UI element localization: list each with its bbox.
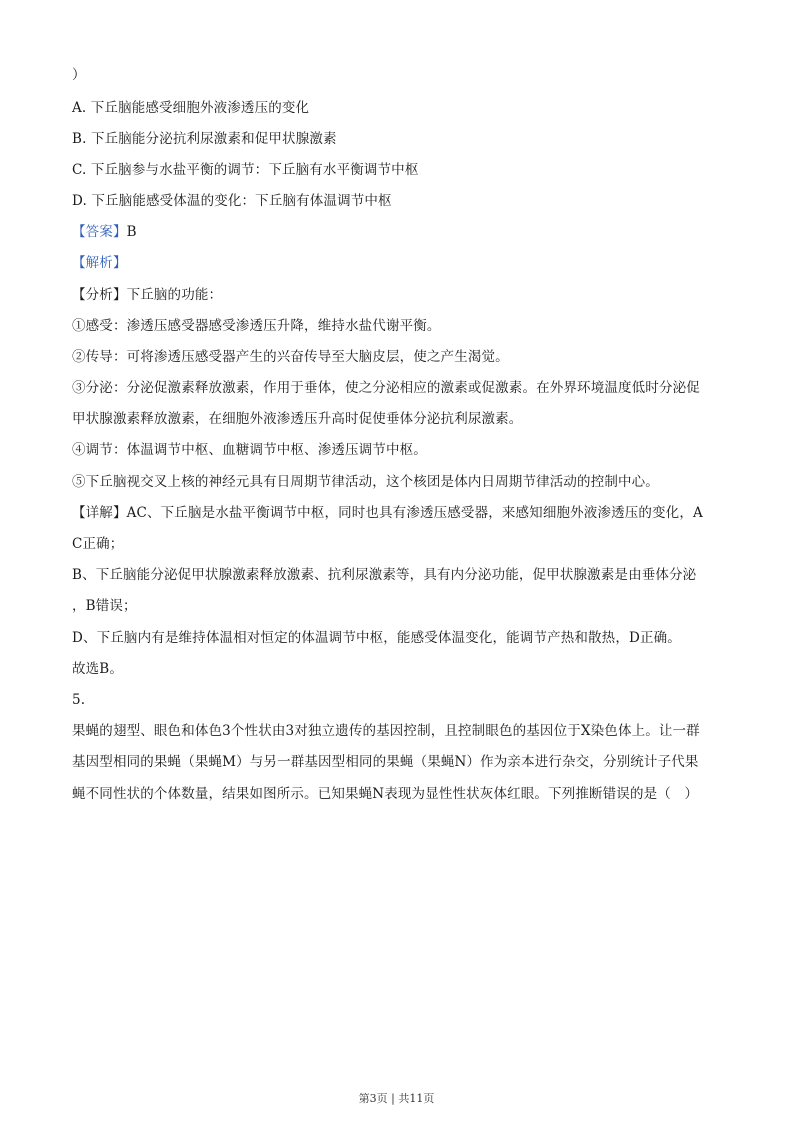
detail-tag: 【详解】 (72, 505, 127, 521)
function-item-5: ⑤下丘脑视交叉上核的神经元具有日周期节律活动，这个核团是体内日周期节律活动的控制中心。 (72, 474, 659, 490)
option-b: B. 下丘脑能分泌抗利尿激素和促甲状腺激素 (72, 131, 337, 147)
detail-line-2: C正确； (72, 536, 124, 552)
answer-tag: 【答案】 (72, 224, 127, 240)
analysis-tag: 【解析】 (72, 255, 127, 271)
question-stem-tail: ） (72, 67, 86, 83)
detail-text-1: AC、下丘脑是水盐平衡调节中枢，同时也具有渗透压感受器，来感知细胞外液渗透压的变化，A (126, 505, 703, 521)
detail-line-5: D、下丘脑内有是维持体温相对恒定的体温调节中枢，能感受体温变化，能调节产热和散热，D正确。 (72, 630, 681, 646)
function-item-1: ①感受：渗透压感受器感受渗透压升降，维持水盐代谢平衡。 (72, 318, 441, 334)
question-5-stem-3: 蝇不同性状的个体数量，结果如图所示。已知果蝇N表现为显性性状灰体红眼。下列推断错误的是（ ） (72, 786, 699, 802)
answer-value: B (126, 224, 137, 240)
answer-line (72, 222, 732, 242)
detail-line-4: ，B错误； (72, 598, 137, 614)
detail-line-3: B、下丘脑能分泌促甲状腺激素释放激素、抗利尿激素等，具有内分泌功能，促甲状腺激素是由垂体分泌 (72, 567, 697, 583)
question-5-stem-2: 基因型相同的果蝇（果蝇M）与另一群基因型相同的果蝇（果蝇N）作为亲本进行杂交，分别统计子代果 (72, 754, 699, 770)
function-item-2: ②传导：可将渗透压感受器产生的兴奋传导至大脑皮层，使之产生渴觉。 (72, 349, 509, 365)
detail-line-1 (72, 503, 732, 523)
detail-line-6: 故选B。 (72, 661, 124, 677)
question-5-stem-1: 果蝇的翅型、眼色和体色3个性状由3对独立遗传的基因控制，且控制眼色的基因位于X染色体上。让一群 (72, 723, 700, 739)
option-c: C. 下丘脑参与水盐平衡的调节：下丘脑有水平衡调节中枢 (72, 162, 419, 178)
function-item-3-cont: 甲状腺激素释放激素，在细胞外液渗透压升高时促使垂体分泌抗利尿激素。 (72, 411, 523, 427)
function-item-4: ④调节：体温调节中枢、血糖调节中枢、渗透压调节中枢。 (72, 442, 427, 458)
function-item-3: ③分泌：分泌促激素释放激素，作用于垂体，使之分泌相应的激素或促激素。在外界环境温度低时分泌促 (72, 380, 700, 396)
analysis-heading: 【分析】下丘脑的功能： (72, 287, 223, 303)
page-footer: 第3页 | 共11页 (358, 1092, 435, 1105)
option-d: D. 下丘脑能感受体温的变化：下丘脑有体温调节中枢 (72, 193, 392, 209)
question-5-number: 5. (72, 692, 86, 708)
option-a: A. 下丘脑能感受细胞外液渗透压的变化 (72, 100, 310, 116)
